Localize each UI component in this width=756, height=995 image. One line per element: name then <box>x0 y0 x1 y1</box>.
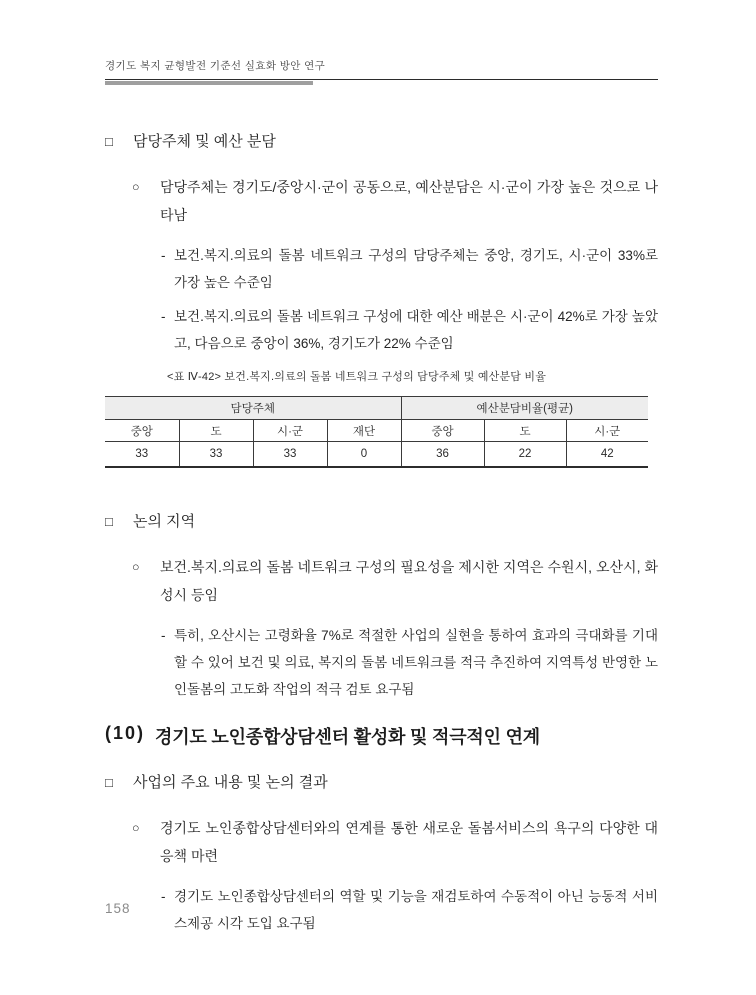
table-column-header-row <box>105 420 648 442</box>
circle-bullet-icon: ○ <box>132 559 140 574</box>
numbered-section-heading <box>105 723 658 749</box>
circle-bullet-icon: ○ <box>132 820 140 835</box>
table-cell: 22 <box>484 442 566 467</box>
section-number: (10) <box>105 722 146 743</box>
table-cell: 0 <box>327 442 401 467</box>
table-cell: 33 <box>253 442 327 467</box>
header-accent-bar <box>105 81 313 85</box>
table-cell: 33 <box>179 442 253 467</box>
section-heading-budget <box>105 132 658 151</box>
sub-bullet-item <box>161 242 658 296</box>
sub-bullet-text: 경기도 노인종합상담센터의 역할 및 기능을 재검토하여 수동적이 아닌 능동적 서비스제공 시각 도입 요구됨 <box>174 888 658 931</box>
bullet-item <box>132 814 658 870</box>
sub-bullet-item <box>161 303 658 357</box>
table-column-header: 중앙 <box>105 420 179 442</box>
table-group-header-row <box>105 397 648 420</box>
section-title: 경기도 노인종합상담센터 활성화 및 적극적인 연계 <box>155 726 540 747</box>
dash-bullet-icon: - <box>161 627 166 643</box>
square-bullet-icon: □ <box>105 513 113 529</box>
page-number: 158 <box>105 901 131 916</box>
header-rule <box>105 79 658 86</box>
table-row <box>105 442 648 467</box>
sub-bullet-item <box>161 883 658 937</box>
table-cell: 42 <box>600 447 614 460</box>
bullet-item <box>132 553 658 609</box>
running-header-title: 경기도 복지 균형발전 기준선 실효화 방안 연구 <box>105 60 326 72</box>
running-header <box>105 58 658 86</box>
bullet-item <box>132 173 658 229</box>
section-heading-label: 사업의 주요 내용 및 논의 결과 <box>133 773 328 791</box>
bullet-text: 담당주체는 경기도/중앙시·군이 공동으로, 예산분담은 시·군이 가장 높은 것으로 나타남 <box>160 179 658 223</box>
square-bullet-icon: □ <box>105 774 113 790</box>
section-heading-project <box>105 773 658 792</box>
dash-bullet-icon: - <box>161 888 166 904</box>
table-cell: 36 <box>401 442 484 467</box>
table-cell: 33 <box>105 442 179 467</box>
table-group-header: 예산분담비율(평균) <box>401 397 648 420</box>
bullet-text: 경기도 노인종합상담센터와의 연계를 통한 새로운 돌봄서비스의 욕구의 다양한 대응책 마련 <box>160 819 658 864</box>
section-heading-regions <box>105 512 658 531</box>
circle-bullet-icon: ○ <box>132 180 140 194</box>
table-column-header: 시·군 <box>253 420 327 442</box>
sub-bullet-item <box>161 622 658 703</box>
square-bullet-icon: □ <box>105 134 113 149</box>
dash-bullet-icon: - <box>161 248 166 263</box>
dash-bullet-icon: - <box>161 309 166 324</box>
section-heading-label: 논의 지역 <box>133 512 196 530</box>
table-caption: <표 Ⅳ-42> 보건.복지.의료의 돌봄 네트워크 구성의 담당주체 및 예산분담 비율 <box>167 371 547 383</box>
sub-bullet-text: 보건.복지.의료의 돌봄 네트워크 구성의 담당주체는 중앙, 경기도, 시·군이 33%로 가장 높은 수준임 <box>174 248 658 290</box>
table-column-header: 도 <box>484 420 566 442</box>
table-column-header: 도 <box>179 420 253 442</box>
table-column-header: 중앙 <box>401 420 484 442</box>
sub-bullet-text: 특히, 오산시는 고령화율 7%로 적절한 사업의 실현을 통하여 효과의 극대화를 기대할 수 있어 보건 및 의료, 복지의 돌봄 네트워크를 적극 추진하여 지역특성 반영한 노인돌봄의 고도화 작업의 적극 검토 요구됨 <box>174 627 658 697</box>
sub-bullet-text: 보건.복지.의료의 돌봄 네트워크 구성에 대한 예산 배분은 시·군이 42%로 가장 높았고, 다음으로 중앙이 36%, 경기도가 22% 수준임 <box>174 309 658 351</box>
budget-share-table <box>105 396 648 468</box>
page-content <box>105 0 658 937</box>
table-column-header: 시·군 <box>566 420 648 442</box>
bullet-text: 보건.복지.의료의 돌봄 네트워크 구성의 필요성을 제시한 지역은 수원시, 오산시, 화성시 등임 <box>160 558 658 603</box>
table-column-header: 재단 <box>327 420 401 442</box>
table-group-header: 담당주체 <box>105 397 401 420</box>
section-heading-label: 담당주체 및 예산 분담 <box>133 133 276 150</box>
